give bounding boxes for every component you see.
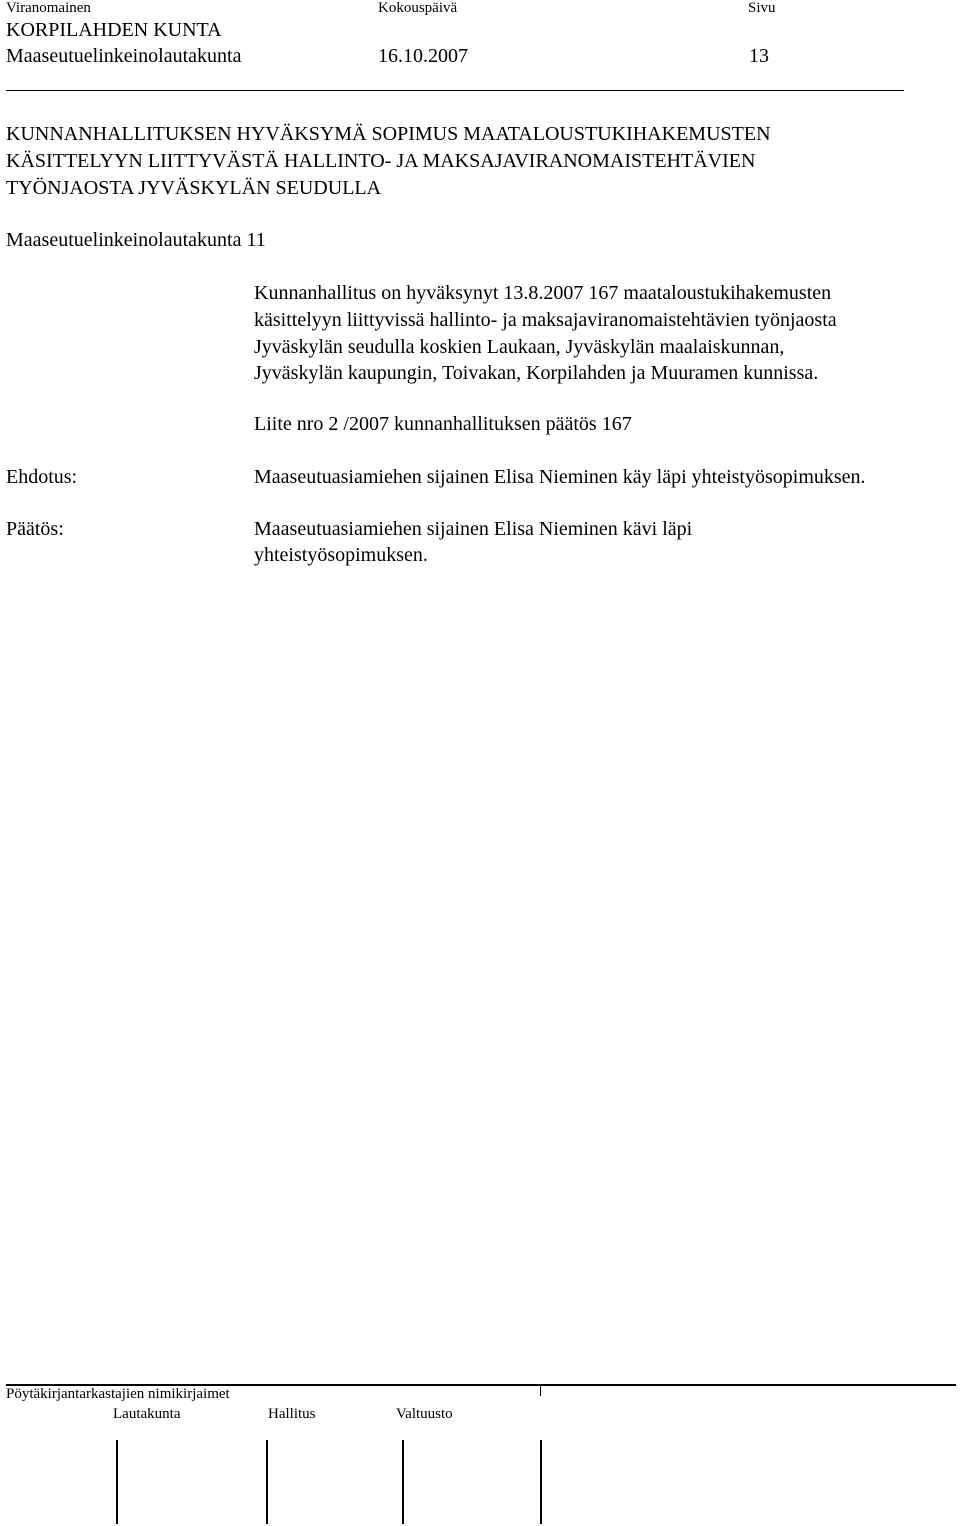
decision-line-1: Maaseutuasiamiehen sijainen Elisa Nieminen kävi läpi <box>254 518 693 540</box>
signature-column-hallitus: Hallitus <box>268 1406 316 1422</box>
signature-box-divider-3 <box>402 1440 404 1524</box>
proposal-text: Maaseutuasiamiehen sijainen Elisa Nieminen käy läpi yhteistyösopimuksen. <box>254 466 866 488</box>
decision-label: Päätös: <box>6 518 64 540</box>
header-divider <box>6 90 904 91</box>
page-column-label: Sivu <box>748 0 776 16</box>
signature-box-divider-4 <box>540 1440 542 1524</box>
body-line-4: Jyväskylän kaupungin, Toivakan, Korpilahden ja Muuramen kunnissa. <box>254 362 819 384</box>
municipality-name: KORPILAHDEN KUNTA <box>6 19 222 41</box>
proposal-label: Ehdotus: <box>6 466 78 488</box>
signature-column-lautakunta: Lautakunta <box>113 1406 181 1422</box>
body-line-3: Jyväskylän seudulla koskien Laukaan, Jyväskylän maalaiskunnan, <box>254 336 785 358</box>
decision-line-2: yhteistyösopimuksen. <box>254 544 428 566</box>
meeting-date: 16.10.2007 <box>378 45 468 67</box>
page-number: 13 <box>749 45 769 67</box>
signature-box-divider-1 <box>116 1440 118 1524</box>
document-title-line-3: TYÖNJAOSTA JYVÄSKYLÄN SEUDULLA <box>6 177 382 199</box>
issuer-column-label: Viranomainen <box>6 0 91 16</box>
attachment-reference: Liite nro 2 /2007 kunnanhallituksen päätös 167 <box>254 413 632 435</box>
signatures-label: Pöytäkirjantarkastajien nimikirjaimet <box>6 1386 230 1402</box>
meeting-date-column-label: Kokouspäivä <box>378 0 458 16</box>
document-title-line-2: KÄSITTELYYN LIITTYVÄSTÄ HALLINTO- JA MAKSAJAVIRANOMAISTEHTÄVIEN <box>6 150 756 172</box>
board-name: Maaseutuelinkeinolautakunta <box>6 45 242 67</box>
body-line-1: Kunnanhallitus on hyväksynyt 13.8.2007 167 maataloustukihakemusten <box>254 282 832 304</box>
document-title-line-1: KUNNANHALLITUKSEN HYVÄKSYMÄ SOPIMUS MAATALOUSTUKIHAKEMUSTEN <box>6 123 771 145</box>
footer-tick <box>540 1384 541 1396</box>
section-reference: Maaseutuelinkeinolautakunta 11 <box>6 229 266 251</box>
signature-box-divider-2 <box>266 1440 268 1524</box>
body-line-2: käsittelyyn liittyvissä hallinto- ja maksajaviranomaistehtävien työnjaosta <box>254 309 837 331</box>
signature-column-valtuusto: Valtuusto <box>396 1406 453 1422</box>
